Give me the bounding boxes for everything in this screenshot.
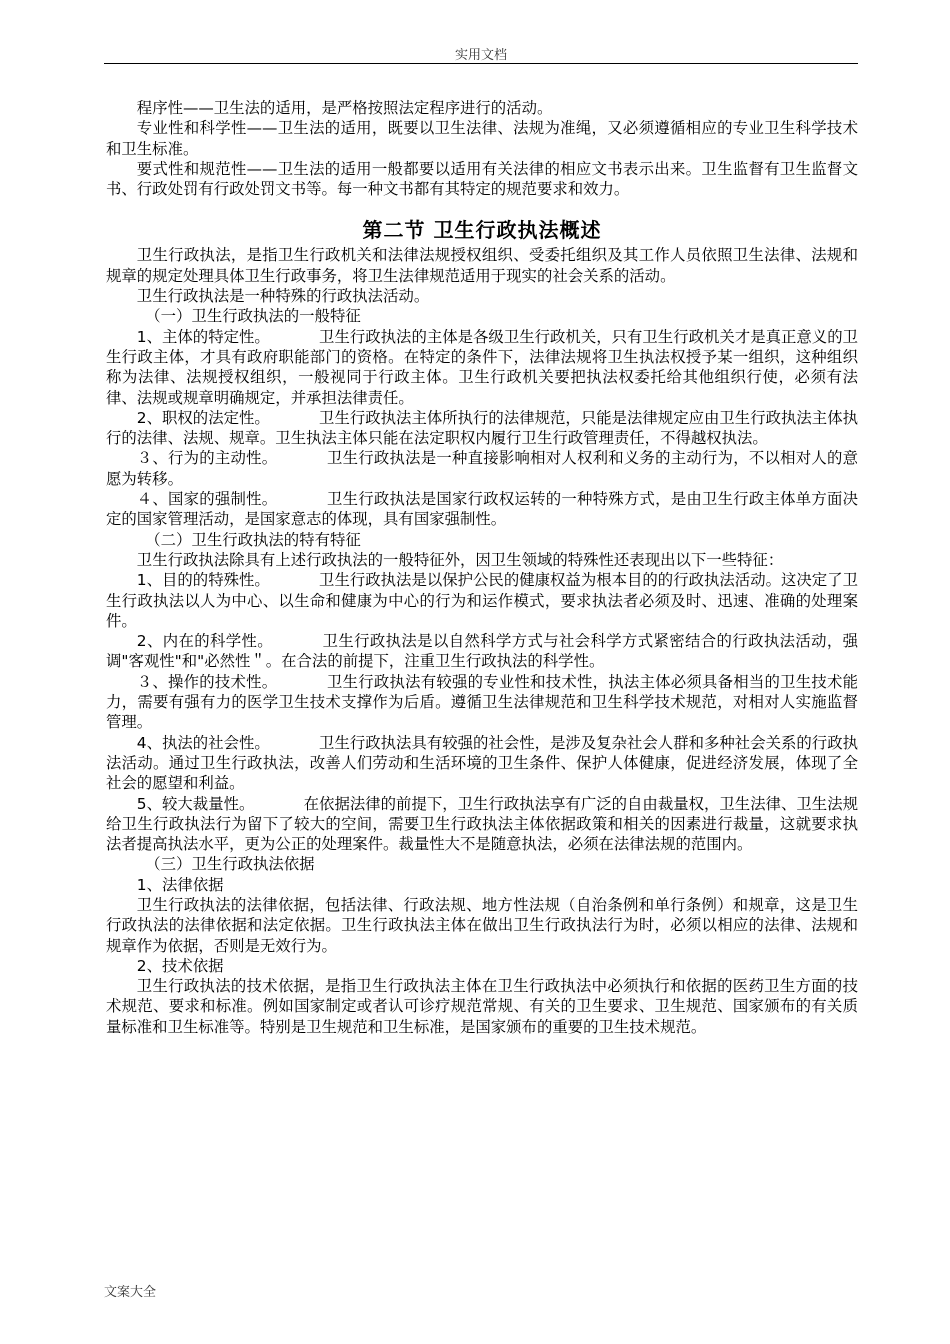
feature-item (106, 327, 858, 408)
paragraph-professional: 专业性和科学性——卫生法的适用，既要以卫生法律、法规为准绳，又必须遵循相应的专业卫生科学技术和卫生标准。 (106, 119, 858, 158)
feature-text: 卫生行政执法是以自然科学方式与社会科学方式紧密结合的行政执法活动，强调"客观性"和"必然性＂。在合法的前提下，注重卫生行政执法的科学性。 (106, 632, 858, 671)
paragraph-procedural: 程序性——卫生法的适用，是严格按照法定程序进行的活动。 (136, 99, 553, 117)
paragraph-definition: 卫生行政执法，是指卫生行政机关和法律法规授权组织、受委托组织及其工作人员依照卫生法律、法规和规章的规定处理具体卫生行政事务，将卫生法律规范适用于现实的社会关系的活动。 (106, 246, 858, 285)
paragraph-formal: 要式性和规范性——卫生法的适用一般都要以适用有关法律的相应文书表示出来。卫生监督有卫生监督文书、行政处罚有行政处罚文书等。每一种文书都有其特定的规范要求和效力。 (106, 159, 858, 199)
feature-label: 5、较大裁量性。 (136, 794, 255, 813)
paragraph-technical-basis: 卫生行政执法的技术依据，是指卫生行政执法主体在卫生行政执法中必须执行和依据的医药卫生方面的技术规范、要求和标准。例如国家制定或者认可诊疗规范常规、有关的卫生要求、卫生规范、国家颁布的有关质量标准和卫生标准等。特别是卫生规范和卫生标准，是国家颁布的重要的卫生技术规范。 (106, 977, 858, 1036)
page-header: 实用文档 (454, 48, 507, 63)
feature-label: ３、操作的技术性。 (136, 672, 278, 691)
basis-technical-label: 2、技术依据 (136, 956, 224, 975)
feature-item (106, 489, 858, 530)
paragraph-legal-basis: 卫生行政执法的法律依据，包括法律、行政法规、地方性法规（自治条例和单行条例）和规章，这是卫生行政执法的法律依据和法定依据。卫生行政执法主体在做出卫生行政执法行为时，必须以相应的法律、法规和规章作为依据，否则是无效行为。 (106, 895, 858, 955)
basis-legal-label: 1、法律依据 (136, 875, 224, 894)
document-body (106, 98, 858, 1037)
feature-item (106, 733, 858, 794)
feature-label: 1、目的的特殊性。 (136, 571, 270, 590)
feature-label: 2、内在的科学性。 (136, 632, 274, 651)
feature-label: 1、主体的特定性。 (136, 327, 270, 346)
section-title: 第二节 卫生行政执法概述 (362, 218, 602, 243)
feature-label: ４、国家的强制性。 (136, 490, 278, 509)
feature-label: 2、职权的法定性。 (136, 408, 270, 427)
paragraph-special-activity: 卫生行政执法是一种特殊的行政执法活动。 (136, 287, 430, 306)
feature-text: 卫生行政执法具有较强的社会性，是涉及复杂社会人群和多种社会关系的行政执法活动。通过卫生行政执法，改善人们劳动和生活环境的卫生条件、保护人体健康，促进经济发展，体现了全社会的愿望和利益。 (106, 733, 858, 793)
feature-item (106, 672, 858, 733)
feature-item (106, 448, 858, 489)
feature-text: 卫生行政执法是一种直接影响相对人权利和义务的主动行为，不以相对人的意愿为转移。 (106, 449, 858, 488)
paragraph-specific-intro: 卫生行政执法除具有上述行政执法的一般特征外，因卫生领域的特殊性还表现出以下一些特征： (136, 550, 784, 569)
feature-label: ３、行为的主动性。 (136, 449, 278, 468)
header-rule (104, 63, 858, 64)
feature-text: 卫生行政执法主体所执行的法律规范，只能是法律规定应由卫生行政执法主体执行的法律、法规、规章。卫生执法主体只能在法定职权内履行卫生行政管理责任，不得越权执法。 (106, 408, 858, 448)
feature-item (106, 570, 858, 631)
feature-text: 卫生行政执法是国家行政权运转的一种特殊方式，是由卫生行政主体单方面决定的国家管理活动，是国家意志的体现，具有国家强制性。 (106, 490, 858, 529)
subheading-general-features: （一）卫生行政执法的一般特征 (145, 307, 361, 326)
feature-label: 4、执法的社会性。 (136, 733, 270, 752)
feature-text: 在依据法律的前提下，卫生行政执法享有广泛的自由裁量权，卫生法律、卫生法规给卫生行政执法行为留下了较大的空间，需要卫生行政执法主体依据政策和相关的因素进行裁量，这就要求执法者提高执法水平，更为公正的处理案件。裁量性大不是随意执法，必须在法律法规的范围内。 (106, 794, 858, 854)
feature-item (106, 794, 858, 855)
feature-text: 卫生行政执法的主体是各级卫生行政机关，只有卫生行政机关才是真正意义的卫生行政主体，才具有政府职能部门的资格。在特定的条件下，法律法规将卫生执法权授予某一组织，这种组织称为法律、法规授权组织，一般视同于行政主体。卫生行政机关要把执法权委托给其他组织行使，必须有法律、法规或规章明确规定，并承担法律责任。 (106, 327, 858, 407)
feature-item (106, 408, 858, 449)
subheading-specific-features: （二）卫生行政执法的特有特征 (145, 530, 361, 549)
feature-text: 卫生行政执法有较强的专业性和技术性，执法主体必须具备相当的卫生技术能力，需要有强有力的医学卫生技术支撑作为后盾。遵循卫生法律规范和卫生科学技术规范，对相对人实施监督管理。 (106, 672, 858, 732)
feature-item (106, 631, 858, 672)
page-footer: 文案大全 (104, 1285, 157, 1300)
feature-text: 卫生行政执法是以保护公民的健康权益为根本目的的行政执法活动。这决定了卫生行政执法以人为中心、以生命和健康为中心的行为和运作模式，要求执法者必须及时、迅速、准确的处理案件。 (106, 571, 858, 630)
subheading-basis: （三）卫生行政执法依据 (145, 855, 315, 874)
